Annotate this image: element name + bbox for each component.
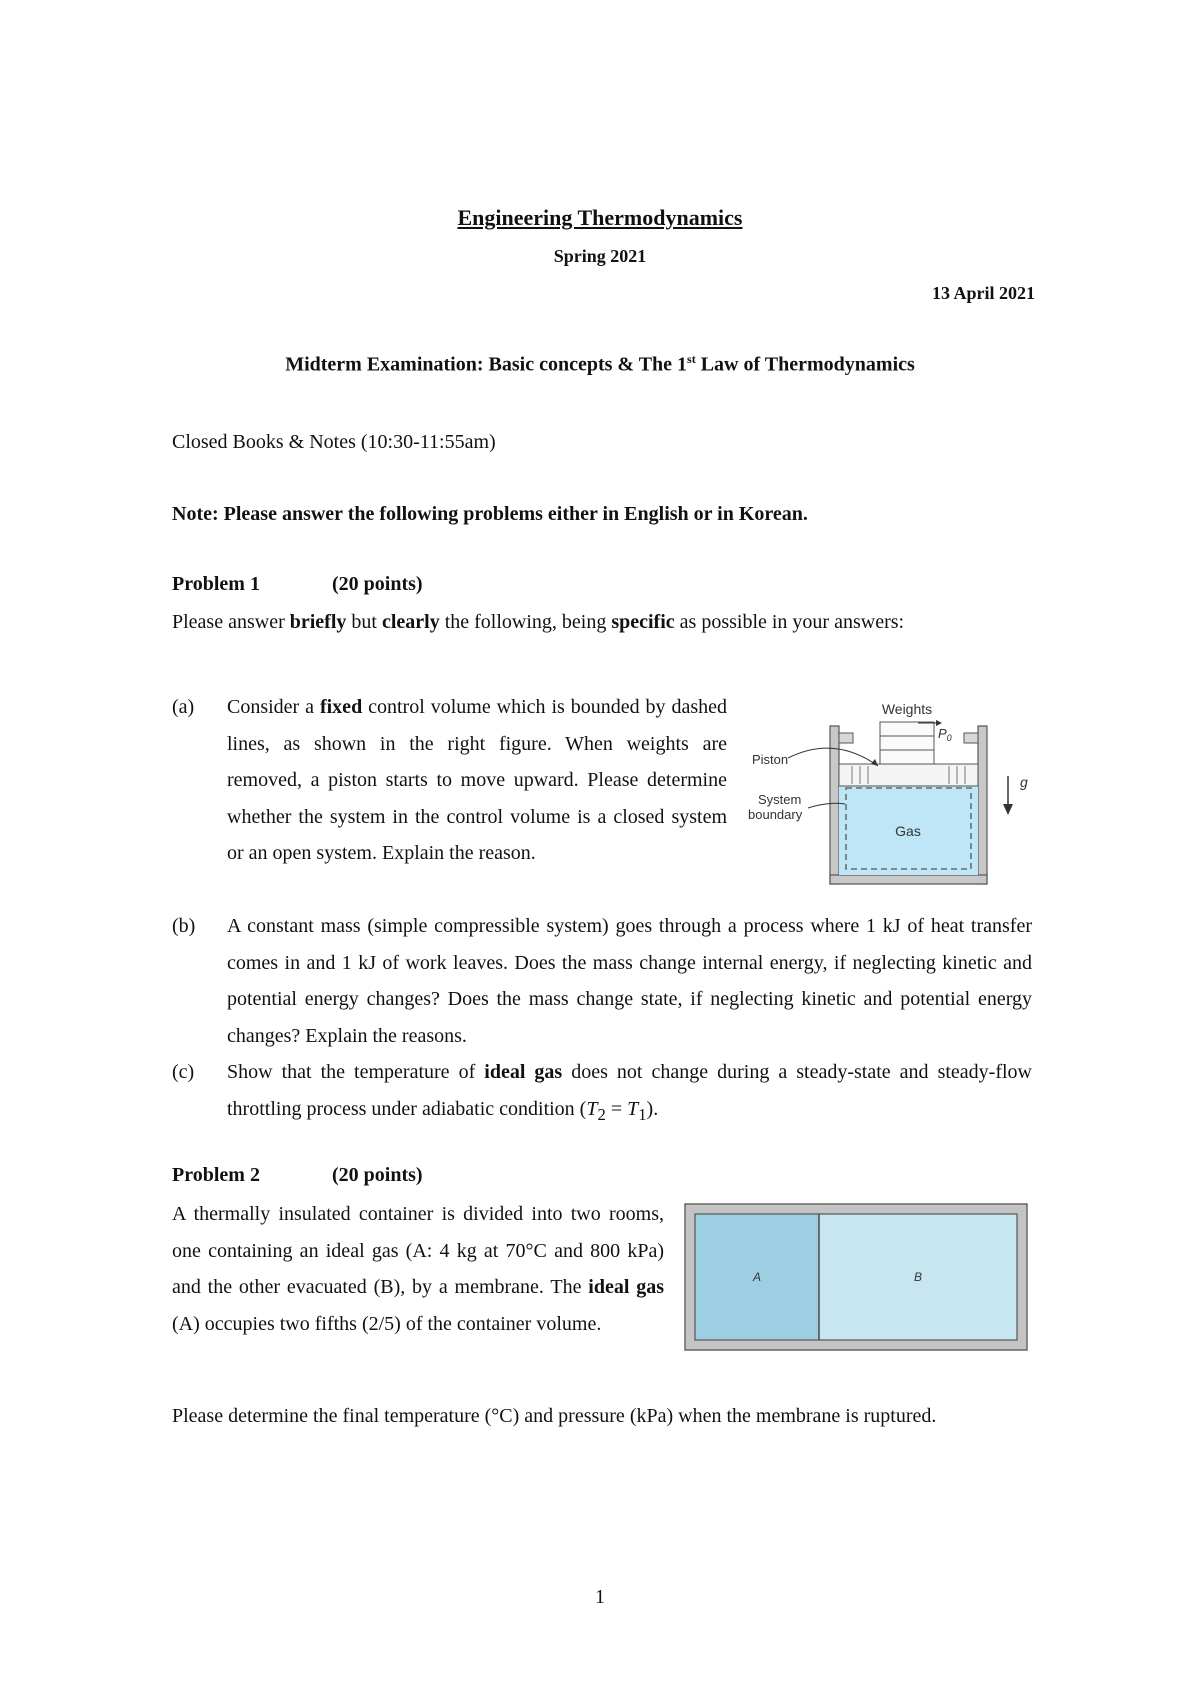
part-b-text: A constant mass (simple compressible system) goes through a process where 1 kJ of heat transfer comes in and 1 kJ of work leaves. Does the mass change internal energy, if neglecting kinetic and potential energy changes? Does the mass change state, if neglecting kinetic and potential energy changes? Explain the reasons. (227, 915, 1032, 1047)
p0-label (938, 726, 952, 743)
intro-bold-clearly: clearly (381, 611, 440, 633)
gas-label: Gas (895, 823, 921, 839)
exam-title-end: Law of Thermodynamics (695, 353, 915, 376)
problem1-heading (172, 573, 423, 596)
problem1-title: Problem 1 (172, 573, 260, 595)
part-b-label: (b) (172, 915, 196, 937)
problem2-title: Problem 2 (172, 1164, 260, 1186)
t2-symbol: T (586, 1097, 598, 1120)
right-stop (964, 733, 978, 743)
exam-title-ordinal: st (687, 352, 696, 366)
piston-label: Piston (752, 752, 789, 767)
problem1-part-b (172, 908, 1032, 1047)
intro-text: the following, being (439, 611, 612, 633)
intro-bold-specific: specific (611, 611, 675, 633)
part-a-bold-fixed: fixed (319, 696, 363, 718)
part-c-text-2: does not change during a steady-state and steady-flow throttling process under adiabatic condition ( (227, 1061, 1032, 1120)
part-a-text-2: control volume which is bounded by dashed lines, as shown in the right figure. When weights are removed, a piston starts to move upward. Please determine whether the system in the control volume is a closed system or an open system. Explain the reason. (227, 696, 727, 864)
semester-label: Spring 2021 (553, 246, 647, 266)
exam-date: 13 April 2021 (931, 283, 1035, 303)
piston-cylinder-figure (740, 690, 1040, 900)
closed-books-note: Closed Books & Notes (10:30-11:55am) (172, 431, 496, 453)
problem2-bold-ideal-gas: ideal gas (588, 1276, 664, 1298)
intro-bold-briefly: briefly (289, 611, 347, 633)
part-c-bold-ideal-gas: ideal gas (484, 1061, 563, 1083)
language-note: Note: Please answer the following problems either in English or in Korean. (172, 503, 808, 525)
container-figure (684, 1203, 1028, 1351)
t1-symbol: T (627, 1097, 639, 1120)
part-a-text-1: Consider a (227, 696, 320, 718)
part-c-text-3: ). (646, 1097, 659, 1120)
problem1-part-c (172, 1054, 1032, 1132)
boundary-label: boundary (748, 807, 803, 822)
gravity-label: g (1020, 774, 1028, 790)
part-c-text-1: Show that the temperature of (227, 1061, 485, 1083)
system-label: System (758, 792, 802, 807)
problem2-text (172, 1196, 664, 1342)
weights-stack (880, 722, 934, 764)
problem2-points: (20 points) (332, 1164, 423, 1186)
problem2-text-1: A thermally insulated container is divided into two rooms, one containing an ideal gas (A: 4 kg at 70°C and 800 kPa) and the other evacuated (B), by a membrane. The (172, 1203, 664, 1298)
room-b-label: B (913, 1270, 923, 1284)
t2-subscript: 2 (597, 1104, 606, 1124)
t1-subscript: 1 (638, 1104, 647, 1124)
bottom-wall (830, 875, 987, 884)
left-wall (830, 726, 839, 884)
intro-text: Please answer (172, 611, 290, 633)
problem2-question: Please determine the final temperature (°C) and pressure (kPa) when the membrane is ruptured. (172, 1405, 937, 1427)
equals-sign: = (605, 1097, 628, 1120)
exam-title-text: Midterm Examination: Basic concepts & The 1 (285, 353, 688, 376)
right-wall (978, 726, 987, 884)
part-c-label: (c) (172, 1061, 195, 1083)
room-a-label: A (752, 1270, 762, 1284)
exam-title (0, 352, 1200, 377)
part-c-text (227, 1054, 1032, 1133)
problem2-text-2: (A) occupies two fifths (2/5) of the container volume. (172, 1312, 602, 1335)
left-stop (839, 733, 853, 743)
weights-label: Weights (881, 701, 933, 717)
part-a-text (227, 689, 727, 872)
part-a-label: (a) (172, 696, 195, 718)
page-number: 1 (595, 1586, 605, 1608)
document-title: Engineering Thermodynamics (457, 205, 743, 230)
problem1-intro (172, 604, 1032, 641)
p0-symbol: P (938, 726, 947, 741)
intro-text: but (346, 611, 382, 633)
intro-text: as possible in your answers: (674, 611, 905, 633)
problem1-points: (20 points) (332, 573, 423, 595)
problem2-heading (172, 1164, 423, 1187)
p0-subscript: 0 (946, 733, 952, 743)
